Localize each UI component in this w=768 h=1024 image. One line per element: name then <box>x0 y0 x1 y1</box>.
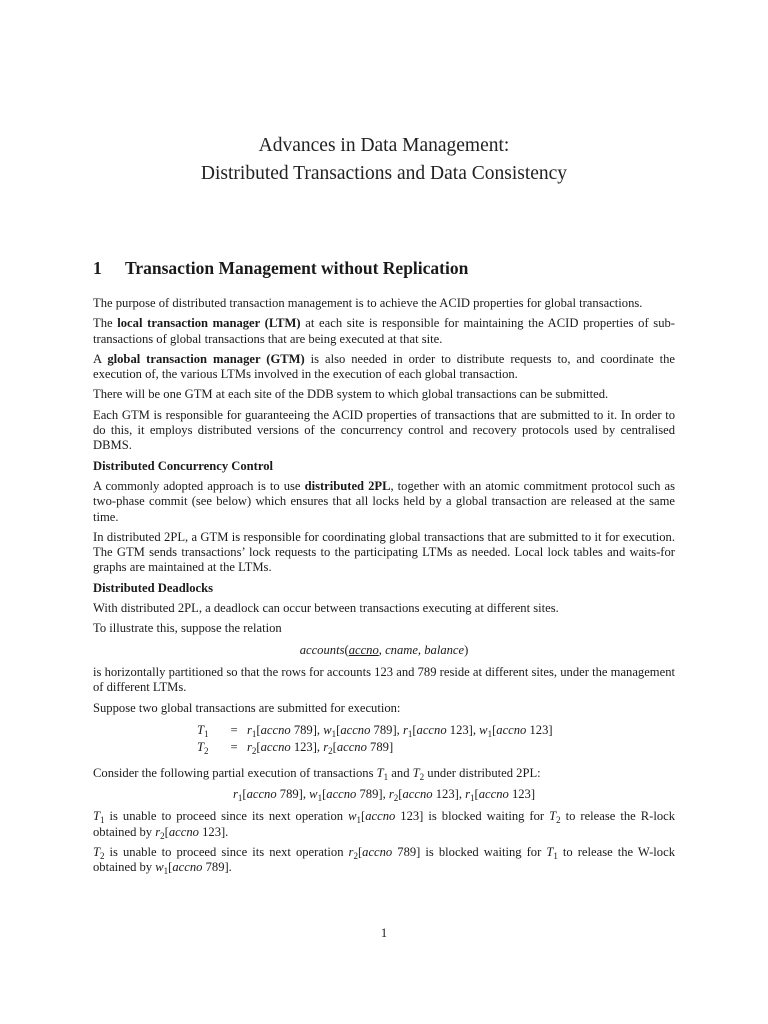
page-number: 1 <box>380 926 388 940</box>
paragraph-gtm: A global transaction manager (GTM) is also needed in order to distribute requests to, and coordinate the execution of, the various LTMs involved in the execution of each global transaction. <box>93 351 675 382</box>
paragraph-2pl-coordination: In distributed 2PL, a GTM is responsible for coordinating global transactions that are submitted to it for execution. The GTM sends transactions’ lock requests to the participating LTMs as needed. Local lock tables and waits-for graphs are maintained at the LTMs. <box>93 529 675 575</box>
subheading-concurrency-control: Distributed Concurrency Control <box>93 458 274 473</box>
body-text <box>93 296 675 881</box>
section-number: 1 <box>93 258 102 278</box>
paragraph-purpose: The purpose of distributed transaction management is to achieve the ACID properties for global transactions. <box>93 296 643 310</box>
paragraph-deadlock-intro: With distributed 2PL, a deadlock can occur between transactions executing at different sites. <box>93 601 559 616</box>
paragraph-partial-execution: Consider the following partial execution of transactions $T_1$ and $T_2$ under distributed 2PL: <box>93 765 541 782</box>
term-ltm: local transaction manager (LTM) <box>117 316 301 331</box>
paragraph-one-gtm: There will be one GTM at each site of the DDB system to which global transactions can be submitted. <box>93 387 609 402</box>
paragraph-illustrate: To illustrate this, suppose the relation <box>93 621 282 636</box>
subheading-deadlocks: Distributed Deadlocks <box>93 580 213 595</box>
title-line-2: Distributed Transactions and Data Consistency <box>200 163 568 184</box>
transaction-definitions <box>93 722 675 757</box>
paragraph-distributed-2pl: A commonly adopted approach is to use distributed 2PL, together with an atomic commitment protocol such as two-phase commit (see below) which ensures that all locks held by a global transaction are released at the same time. <box>93 478 675 524</box>
relation-schema: accounts(accno, cname, balance) <box>299 642 469 657</box>
section-heading <box>93 258 693 279</box>
paragraph-gtm-responsibility: Each GTM is responsible for guaranteeing the ACID properties of transactions that are submitted to it. In order to do this, it employs distributed versions of the concurrency control and recovery protocols used by centralised DBMS. <box>93 407 675 453</box>
paragraph-partitioned: is horizontally partitioned so that the rows for accounts 123 and 789 reside at different sites, under the management of different LTMs. <box>93 664 675 695</box>
execution-schedule: $r_1[accno$ 789], $w_1[accno$ 789], $r_2[accno$ 123], $r_1[accno$ 123] <box>232 787 536 804</box>
term-gtm: global transaction manager (GTM) <box>107 351 305 366</box>
paragraph-two-transactions: Suppose two global transactions are submitted for execution: <box>93 700 401 715</box>
relation-key: accno <box>348 642 379 657</box>
title-line-1: Advances in Data Management: <box>258 135 510 156</box>
paragraph-ltm: The local transaction manager (LTM) at each site is responsible for maintaining the ACID properties of sub-transactions of global transactions that are being executed at that site. <box>93 316 675 346</box>
transaction-t1-definition: $T_1$ = $r_1[accno$ 789], $w_1[accno$ 789], $r_1[accno$ 123], $w_1[accno$ 123] <box>197 722 553 739</box>
paragraph-t2-blocked: $T_2$ is unable to proceed since its next operation $r_2[accno$ 789] is blocked waiting for $T_1$ to release the W-lock obtained by $w_1[accno$ 789]. <box>93 845 675 877</box>
section-title: Transaction Management without Replication <box>125 258 469 278</box>
transaction-t2-definition: $T_2$ = $r_2[accno$ 123], $r_2[accno$ 789] <box>197 740 394 757</box>
term-distributed-2pl: distributed 2PL <box>304 478 391 493</box>
document-title <box>0 132 768 188</box>
paragraph-t1-blocked: $T_1$ is unable to proceed since its next operation $w_1[accno$ 123] is blocked waiting for $T_2$ to release the R-lock obtained by $r_2[accno$ 123]. <box>93 809 675 841</box>
